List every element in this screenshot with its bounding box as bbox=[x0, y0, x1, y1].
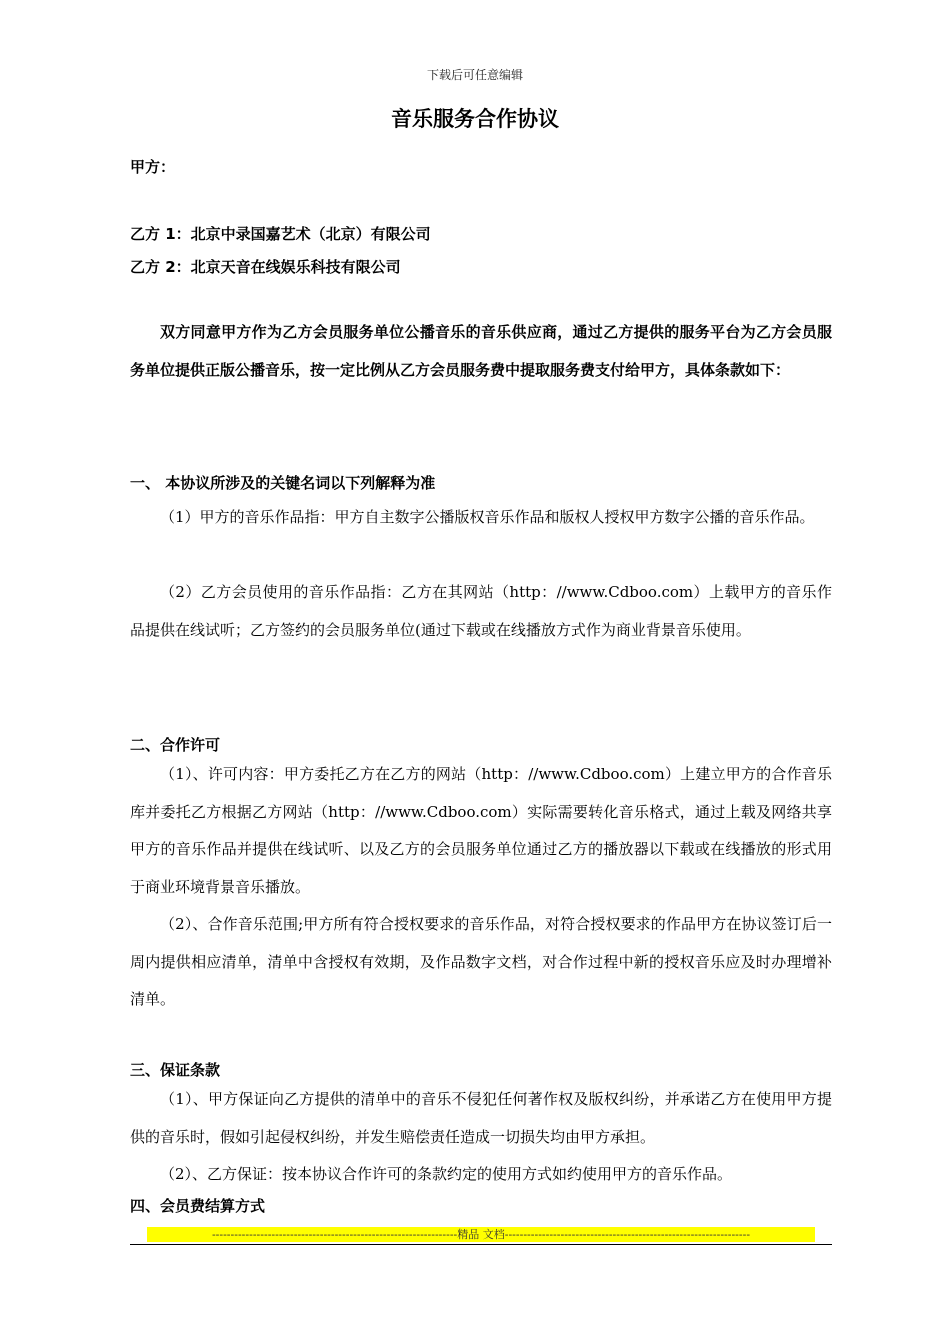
party-a-line: 甲方： bbox=[130, 158, 176, 176]
section-1-heading: 一、 本协议所涉及的关键名词以下列解释为准 bbox=[130, 474, 436, 492]
section-1-item-2: （2）乙方会员使用的音乐作品指：乙方在其网站（http：//www.Cdboo.com）上载甲方的音乐作品提供在线试听；乙方签约的会员服务单位(通过下载或在线播放方式作为商业背景音乐使用。 bbox=[130, 583, 832, 639]
party-b2-line: 乙方 2：北京天音在线娱乐科技有限公司 bbox=[130, 258, 401, 276]
section-4-heading: 四、会员费结算方式 bbox=[130, 1197, 266, 1215]
section-2-item-1: （1）、许可内容：甲方委托乙方在乙方的网站（http：//www.Cdboo.com）上建立甲方的合作音乐库并委托乙方根据乙方网站（http：//www.Cdboo.com）实际需要转化音乐格式，通过上载及网络共享甲方的音乐作品并提供在线试听、以及乙方的会员服务单位通过乙方的播放器以下载或在线播放的形式用于商业环境背景音乐播放。 bbox=[130, 765, 832, 896]
party-b1-line: 乙方 1：北京中录国嘉艺术（北京）有限公司 bbox=[130, 225, 431, 243]
footer-rule bbox=[130, 1244, 832, 1245]
footer-banner: ------------------------------------------------------------------精品 文档------------------------------------------------------------------ bbox=[147, 1227, 815, 1242]
section-3-item-2: （2）、乙方保证：按本协议合作许可的条款约定的使用方式如约使用甲方的音乐作品。 bbox=[160, 1165, 733, 1183]
section-3-heading: 三、保证条款 bbox=[130, 1061, 221, 1079]
page-header-note: 下载后可任意编辑 bbox=[426, 68, 523, 82]
document-title: 音乐服务合作协议 bbox=[391, 107, 559, 131]
section-2-item-2: （2）、合作音乐范围;甲方所有符合授权要求的音乐作品，对符合授权要求的作品甲方在协议签订后一周内提供相应清单，清单中含授权有效期，及作品数字文档，对合作过程中新的授权音乐应及时办理增补清单。 bbox=[130, 915, 832, 1008]
section-1-item-1: （1）甲方的音乐作品指：甲方自主数字公播版权音乐作品和版权人授权甲方数字公播的音乐作品。 bbox=[160, 508, 815, 526]
intro-paragraph: 双方同意甲方作为乙方会员服务单位公播音乐的音乐供应商，通过乙方提供的服务平台为乙方会员服务单位提供正版公播音乐，按一定比例从乙方会员服务费中提取服务费支付给甲方，具体条款如下： bbox=[130, 323, 832, 379]
section-2-heading: 二、合作许可 bbox=[130, 736, 221, 754]
section-3-item-1: （1）、甲方保证向乙方提供的清单中的音乐不侵犯任何著作权及版权纠纷，并承诺乙方在使用甲方提供的音乐时，假如引起侵权纠纷，并发生赔偿责任造成一切损失均由甲方承担。 bbox=[130, 1090, 832, 1146]
